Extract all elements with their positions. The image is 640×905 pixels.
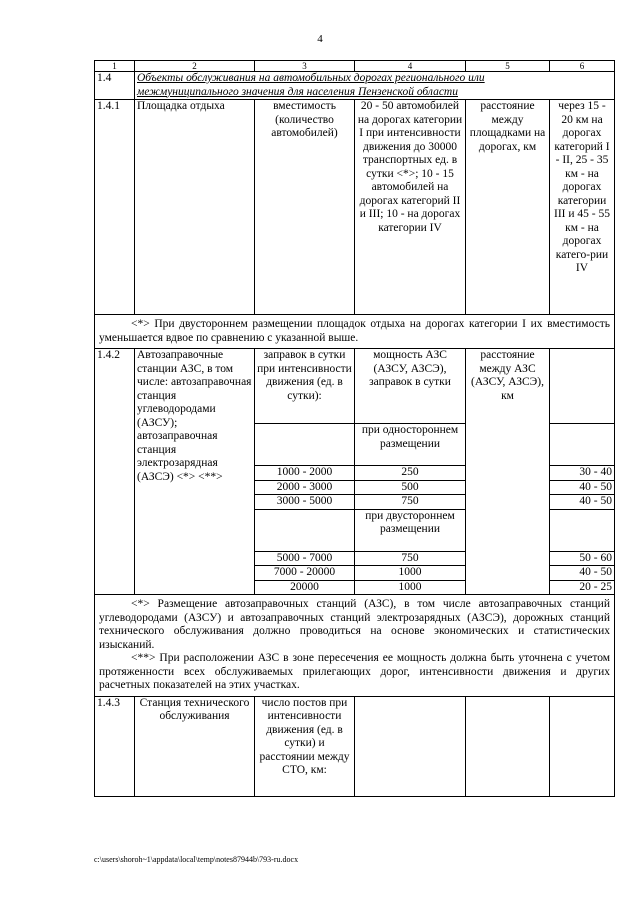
col-num-2: 2 [135, 61, 255, 72]
section-title [135, 72, 615, 100]
rest-area-indicator2: расстояние между площадками на дорогах, км [466, 100, 550, 315]
distance-cell: 40 - 50 [550, 495, 615, 510]
rest-area-indicator: вместимость (количество автомобилей) [255, 100, 355, 315]
traffic-cell: 20000 [255, 580, 355, 595]
one-side-blank-traffic [255, 424, 355, 466]
power-cell: 750 [355, 495, 466, 510]
service-station-value [355, 696, 466, 796]
fuel-station-power-header: мощность АЗС (АЗСУ, АЗСЭ), заправок в сутки [355, 349, 466, 424]
fuel-station-distance-header [550, 349, 615, 424]
col-num-4: 4 [355, 61, 466, 72]
two-side-blank-traffic [255, 509, 355, 551]
distance-cell: 40 - 50 [550, 480, 615, 495]
service-station-name: Станция технического обслуживания [135, 696, 255, 796]
two-side-blank-distance [550, 509, 615, 551]
fuel-station-note-b: <**> При расположении АЗС в зоне пересечения ее мощность должна быть уточнена с учетом протяженности всех обслуживаемых прилегающих дорог, интенсивности движения и других расчетных показателей на этих участках. [99, 652, 610, 691]
power-cell: 250 [355, 466, 466, 481]
rest-area-note [95, 315, 615, 349]
service-station-indicator: число постов при интенсивности движения (ед. в сутки) и расстоянии между СТО, км: [255, 696, 355, 796]
one-side-blank-distance [550, 424, 615, 466]
power-cell: 1000 [355, 566, 466, 581]
power-cell: 1000 [355, 580, 466, 595]
col-num-5: 5 [466, 61, 550, 72]
section-title-line-2: межмуниципального значения для населения Пензенской области [137, 85, 458, 98]
rest-area-value: 20 - 50 автомобилей на дорогах категории I при интенсивности движения до 30000 транспортных ед. в сутки <*>; 10 - 15 автомобилей на дорогах категорий II и III; 10 - на дорогах категории IV [355, 100, 466, 315]
file-path-footer: c:\users\shoroh~1\appdata\local\temp\notes87944b\793-ru.docx [94, 855, 299, 864]
col-num-1: 1 [95, 61, 135, 72]
rest-area-value2: через 15 - 20 км на дорогах категорий I - II, 25 - 35 км - на дорогах категории III и 45 - 55 км - на дорогах катего-рии IV [550, 100, 615, 315]
traffic-cell: 7000 - 20000 [255, 566, 355, 581]
distance-cell: 50 - 60 [550, 551, 615, 566]
col-num-6: 6 [550, 61, 615, 72]
traffic-cell: 5000 - 7000 [255, 551, 355, 566]
fuel-station-indicator: заправок в сутки при интенсивности движения (ед. в сутки): [255, 349, 355, 424]
service-station-row [95, 696, 615, 796]
rest-area-note-row [95, 315, 615, 349]
traffic-cell: 1000 - 2000 [255, 466, 355, 481]
traffic-cell: 3000 - 5000 [255, 495, 355, 510]
fuel-station-note-a: <*> Размещение автозаправочных станций (АЗС), в том числе автозаправочных станций углеводородами (АЗСУ) и автозаправочных станций электрозарядных (АЗСЭ), дорожных станций технического обслуживания должно проводиться на основе экономических и статистических изысканий. [99, 598, 610, 651]
distance-cell: 40 - 50 [550, 566, 615, 581]
section-title-line-1: Объекты обслуживания на автомобильных дорогах регионального или [137, 72, 485, 84]
fuel-station-note-row [95, 595, 615, 697]
rest-area-num: 1.4.1 [95, 100, 135, 315]
fuel-station-header-row [95, 349, 615, 424]
distance-cell: 20 - 25 [550, 580, 615, 595]
rest-area-row [95, 100, 615, 315]
col-num-3: 3 [255, 61, 355, 72]
section-1-4-row [95, 72, 615, 100]
service-station-value2 [550, 696, 615, 796]
fuel-station-num: 1.4.2 [95, 349, 135, 595]
service-station-indicator2 [466, 696, 550, 796]
two-side-label: при двустороннем размещении [355, 509, 466, 551]
column-number-row [95, 61, 615, 72]
norms-table [94, 60, 615, 797]
traffic-cell: 2000 - 3000 [255, 480, 355, 495]
rest-area-note-text: <*> При двустороннем размещении площадок отдыха на дорогах категории I их вместимость уменьшается вдвое по сравнению с указанной выше. [99, 318, 610, 344]
fuel-station-name: Автозаправочные станции АЗС, в том числе: автозаправочная станция углеводородами (АЗСУ); автозаправочная станция электрозарядная (АЗСЭ) <*> <**> [135, 349, 255, 595]
service-station-num: 1.4.3 [95, 696, 135, 796]
power-cell: 750 [355, 551, 466, 566]
section-number: 1.4 [95, 72, 135, 100]
fuel-station-indicator2: расстояние между АЗС (АЗСУ, АЗСЭ), км [466, 349, 550, 595]
page-number: 4 [317, 33, 323, 45]
power-cell: 500 [355, 480, 466, 495]
rest-area-name: Площадка отдыха [135, 100, 255, 315]
one-side-label: при одностороннем размещении [355, 424, 466, 466]
distance-cell: 30 - 40 [550, 466, 615, 481]
fuel-station-notes [95, 595, 615, 697]
